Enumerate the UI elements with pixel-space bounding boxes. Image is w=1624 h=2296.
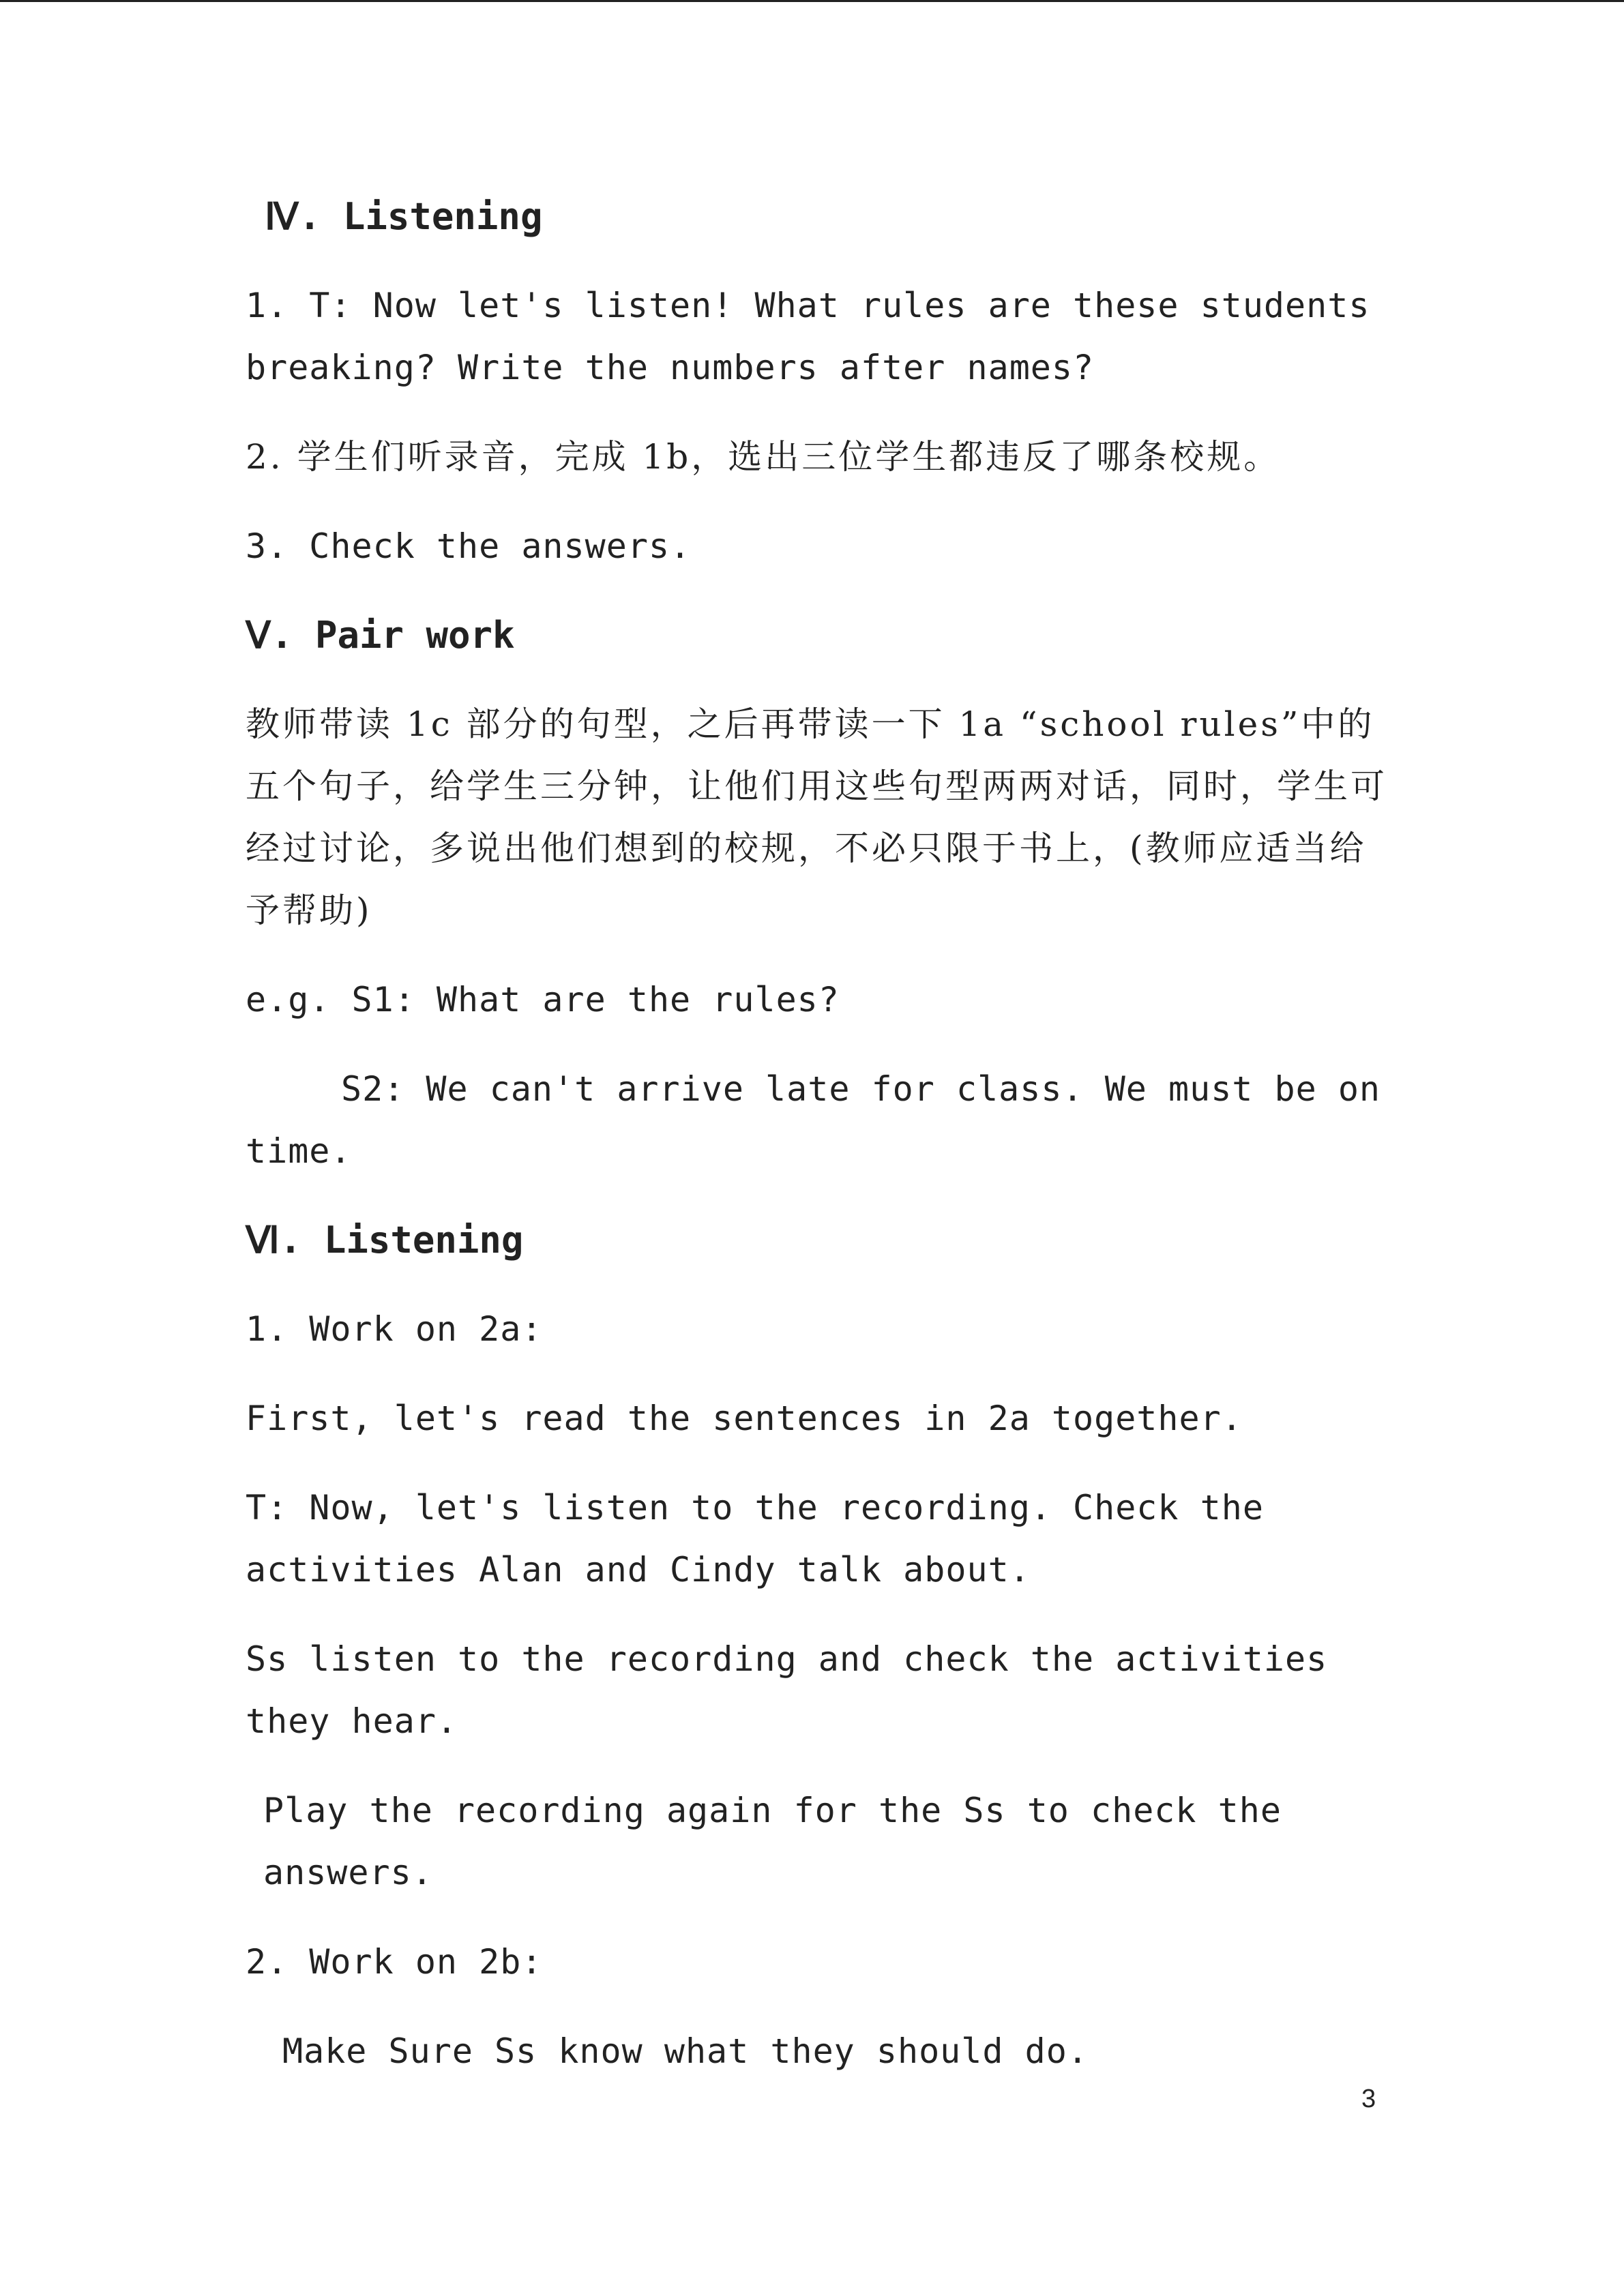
paragraph-example-s2: S2: We can't arrive late for class. We must be on time.: [246, 1069, 1381, 1171]
paragraph-work-on-2b: 2. Work on 2b:: [246, 1942, 543, 1982]
paragraph-listen-instruction: 1. T: Now let's listen! What rules are these students breaking? Write the numbers after names?: [246, 286, 1370, 387]
page-number: 3: [1361, 2085, 1376, 2113]
document-body: [246, 186, 1391, 2110]
paragraph-read-sentences: First, let's read the sentences in 2a together.: [246, 1399, 1243, 1438]
section-heading-listening-vi: Ⅵ. Listening: [246, 1219, 524, 1262]
paragraph-ss-listen: Ss listen to the recording and check the activities they hear.: [246, 1639, 1328, 1741]
paragraph-check-answers: 3. Check the answers.: [246, 526, 692, 566]
paragraph-example-s1: e.g. S1: What are the rules?: [246, 980, 840, 1019]
paragraph-teacher-listen: T: Now, let's listen to the recording. Check the activities Alan and Cindy talk about.: [246, 1488, 1264, 1590]
section-heading-pair-work: Ⅴ. Pair work: [246, 614, 515, 657]
paragraph-pair-work-instructions: 教师带读 1c 部分的句型，之后再带读一下 1a “school rules”中的五个句子，给学生三分钟，让他们用这些句型两两对话，同时，学生可经过讨论，多说出他们想到的校规，不必只限于书上，(教师应适当给予帮助): [246, 704, 1387, 930]
paragraph-work-on-2a: 1. Work on 2a:: [246, 1309, 543, 1349]
paragraph-play-again: Play the recording again for the Ss to check the answers.: [263, 1791, 1282, 1892]
paragraph-make-sure: Make Sure Ss know what they should do.: [282, 2031, 1089, 2071]
section-heading-listening-iv: Ⅳ. Listening: [265, 195, 543, 238]
paragraph-listen-1b: 2. 学生们听录音，完成 1b，选出三位学生都违反了哪条校规。: [246, 437, 1281, 477]
